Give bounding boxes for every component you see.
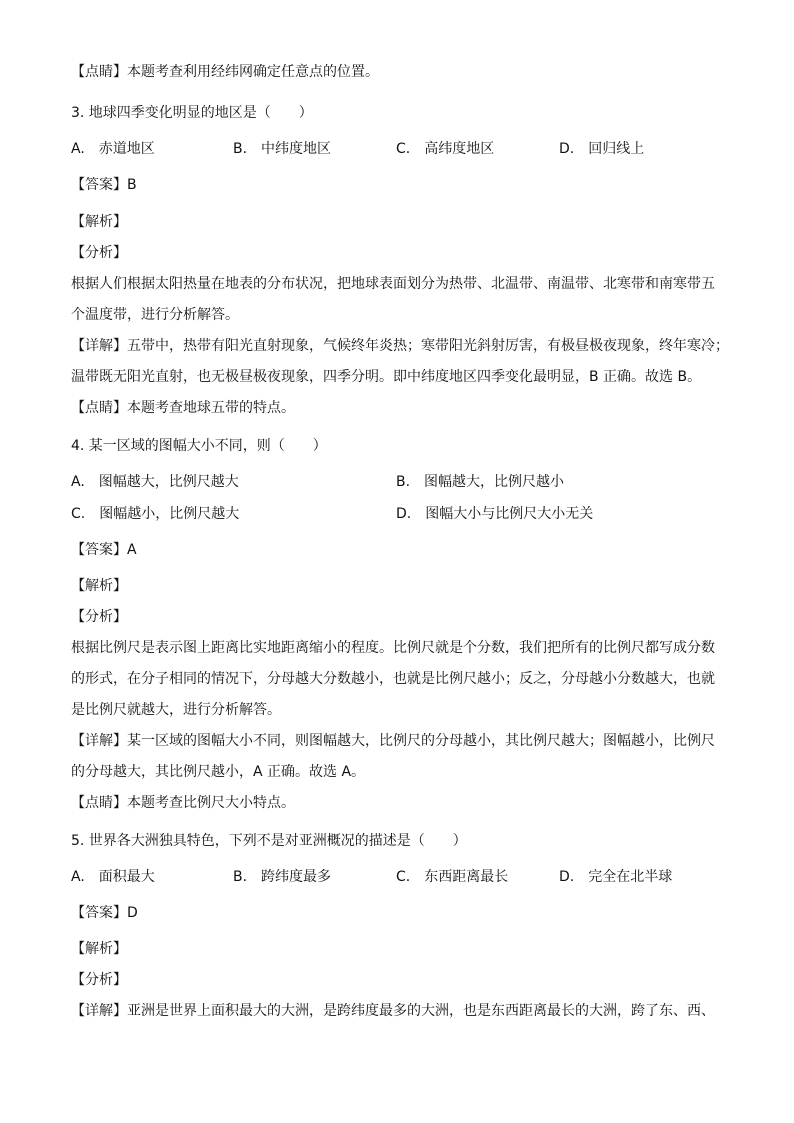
q5-option-a: A. 面积最大: [71, 869, 155, 885]
q3-option-d: D. 回归线上: [559, 141, 645, 157]
q3-detail-line-1: 【详解】五带中，热带有阳光直射现象，气候终年炎热；寒带阳光斜射厉害，有极昼极夜现象，终年寒冷；: [71, 338, 729, 354]
q4-answer: 【答案】A: [71, 542, 137, 558]
q4-option-a: A. 图幅越大，比例尺越大: [71, 474, 239, 490]
q5-stem: 5. 世界各大洲独具特色，下列不是对亚洲概况的描述是（ ）: [71, 833, 467, 849]
q4-option-c: C. 图幅越小，比例尺越大: [71, 506, 240, 522]
q4-option-d: D. 图幅大小与比例尺大小无关: [396, 506, 594, 522]
q4-detail-line-2: 的分母越大，其比例尺越小，A 正确。故选 A。: [71, 764, 366, 780]
q3-fenxi: 【分析】: [71, 245, 127, 261]
q5-answer: 【答案】D: [71, 905, 138, 921]
q4-analysis-line-3: 是比例尺就越大，进行分析解答。: [71, 702, 281, 718]
q3-analysis-line-1: 根据人们根据太阳热量在地表的分布状况，把地球表面划分为热带、北温带、南温带、北寒带和南寒带五: [71, 276, 715, 292]
q4-stem: 4. 某一区域的图幅大小不同，则（ ）: [71, 438, 327, 454]
q3-stem: 3. 地球四季变化明显的地区是（ ）: [71, 105, 313, 121]
q4-analysis-line-2: 的形式，在分子相同的情况下，分母越大分数越小，也就是比例尺越小；反之，分母越小分数越大，也就: [71, 671, 715, 687]
q4-fenxi: 【分析】: [71, 609, 127, 625]
q4-dianjing: 【点睛】本题考查比例尺大小特点。: [71, 795, 295, 811]
q3-dianjing: 【点睛】本题考查地球五带的特点。: [71, 400, 295, 416]
q3-analysis-line-2: 个温度带，进行分析解答。: [71, 307, 239, 323]
q4-jiexi: 【解析】: [71, 578, 127, 594]
q3-detail-line-2: 温带既无阳光直射，也无极昼极夜现象，四季分明。即中纬度地区四季变化最明显，B 正确。故选 B。: [71, 369, 702, 385]
q5-option-b: B. 跨纬度最多: [233, 869, 332, 885]
q3-jiexi: 【解析】: [71, 214, 127, 230]
q5-option-c: C. 东西距离最长: [396, 869, 509, 885]
q3-option-c: C. 高纬度地区: [396, 141, 495, 157]
q3-answer: 【答案】B: [71, 177, 137, 193]
q5-detail-line-1: 【详解】亚洲是世界上面积最大的大洲，是跨纬度最多的大洲，也是东西距离最长的大洲，跨了东、西、: [71, 1003, 715, 1019]
q4-analysis-line-1: 根据比例尺是表示图上距离比实地距离缩小的程度。比例尺就是个分数，我们把所有的比例尺都写成分数: [71, 640, 715, 656]
q5-option-d: D. 完全在北半球: [559, 869, 673, 885]
q4-detail-line-1: 【详解】某一区域的图幅大小不同，则图幅越大，比例尺的分母越小，其比例尺越大；图幅越小，比例尺: [71, 733, 715, 749]
q3-option-b: B. 中纬度地区: [233, 141, 332, 157]
q3-option-a: A. 赤道地区: [71, 141, 155, 157]
q5-jiexi: 【解析】: [71, 941, 127, 957]
q2-dianjing: 【点睛】本题考查利用经纬网确定任意点的位置。: [71, 64, 379, 80]
q4-option-b: B. 图幅越大，比例尺越小: [396, 474, 565, 490]
q5-fenxi: 【分析】: [71, 972, 127, 988]
